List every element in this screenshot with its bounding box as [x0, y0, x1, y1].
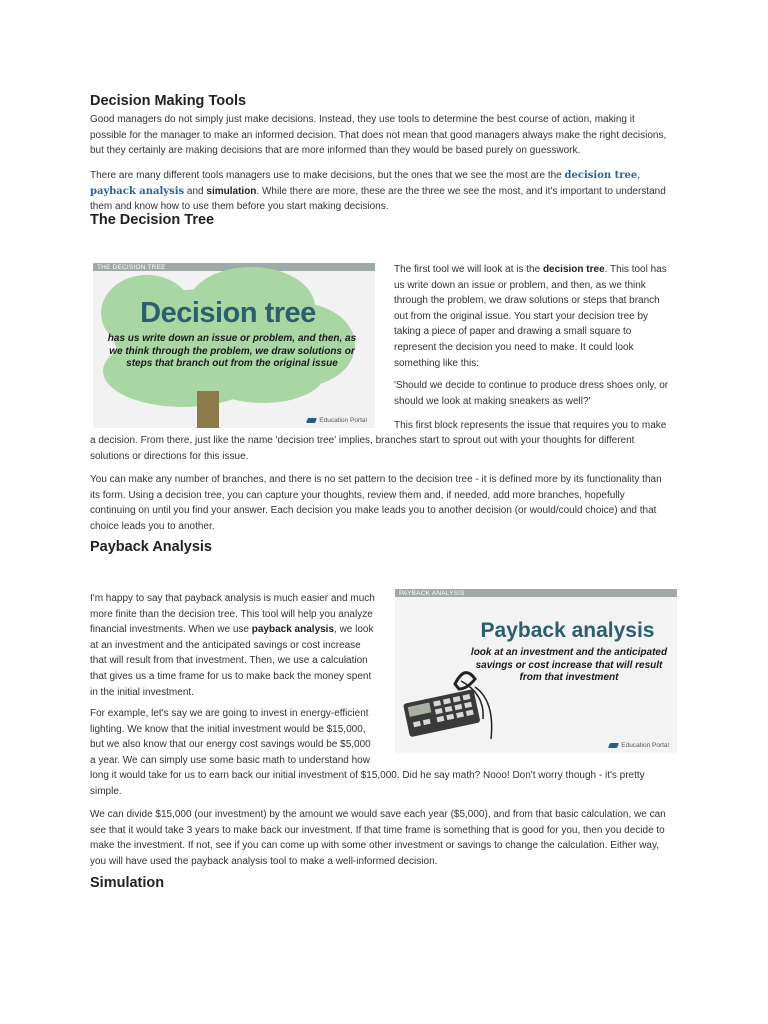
graduation-cap-icon [306, 418, 317, 423]
figure-subtitle: has us write down an issue or problem, and then, as we think through the problem, we draw solutions or steps that branch out from the original issue [107, 333, 357, 369]
heading-simulation: Simulation [90, 875, 165, 891]
heading-payback-analysis: Payback Analysis [90, 539, 212, 555]
heading-decision-making-tools: Decision Making Tools [90, 93, 247, 109]
figure-title: Decision tree [140, 297, 316, 329]
figure-title: Payback analysis [480, 619, 655, 642]
calculation-paragraph: We can divide $15,000 (our investment) by the amount we would save each year ($5,000), and from that basic calculation, we can see that it would take 3 years to make back our investment. If that time frame is something that is good for you, then you decide to make the investment. If not, see if you can come up with some other investment or savings to change the calculation. Either way, you will have used the payback analysis tool to make a well-informed decision. [90, 809, 666, 867]
intro-paragraph: Good managers do not simply just make decisions. Instead, they use tools to determine the best course of action, making it possible for the manager to make an informed decision. That does not mean that good managers always make the right decisions, but they certainly are making decisions that are more informed than they would be based purely on guesswork. [90, 114, 667, 157]
heading-decision-tree: The Decision Tree [90, 212, 215, 228]
payback-intro: I'm happy to say that payback analysis is much easier and much more finite than the decision tree. This tool will help you analyze financial investments. When we use payback analysis, we look at an investment and the anticipated savings or cost increase that will result from that investment. Then, we use a calculation that gives us a time frame for us to make back the money spent in the initial investment. [90, 593, 375, 698]
energy-example-top: For example, let's say we are going to invest in energy-efficient lighting. We know that the initial investment would be $15,000, but we also know that our energy cost savings would be $5,000 a year. We can simply use some basic math to understand how [90, 708, 371, 766]
decision-tree-quote: 'Should we decide to continue to produce dress shoes only, or should we look at making sneakers as well?' [394, 380, 669, 407]
graduation-cap-icon [608, 743, 619, 748]
simulation-bold: simulation [206, 185, 257, 197]
tools-text-b: . While there are more, these are the three we see the most, and it's important to understand them and know how to use them before you start making decisions. [90, 185, 666, 213]
first-block-line: This first block represents the issue that requires you to make [394, 420, 667, 431]
energy-example-rest: long it would take for us to earn back our initial investment of $15,000. Did he say math? Nooo! Don't worry though - it's pretty simple. [90, 770, 645, 797]
figure-subtitle: look at an investment and the anticipated savings or cost increase that will result from that investment [470, 647, 668, 683]
tools-text-a: There are many different tools managers use to make decisions, but the ones that we see the most are the [90, 170, 565, 181]
payback-analysis-link[interactable]: payback analysis [90, 185, 185, 197]
decision-tree-bold: decision tree [542, 264, 605, 275]
education-portal-logo: Education Portal [609, 742, 669, 749]
education-portal-logo: Education Portal [307, 417, 367, 424]
payback-analysis-figure [395, 589, 677, 753]
tools-sep: , [637, 170, 641, 181]
decision-tree-link[interactable]: decision tree [564, 170, 638, 181]
figure-tag: PAYBACK ANALYSIS [399, 590, 465, 597]
branches-paragraph: You can make any number of branches, and there is no set pattern to the decision tree - it is defined more by its functionality than its form. Using a decision tree, you can capture your thoughts, review them and, if needed, add more branches, hopefully continuing on until you find your answer. Each decision you make leads you to another decision (or would/could choice) and that choice leads you to another. [90, 474, 662, 532]
tools-paragraph [90, 168, 670, 215]
decision-tree-intro: The first tool we will look at is the decision tree. This tool has us write down an issue or problem, and then, as we think through the problem, we draw solutions or steps that branch out from the original issue. You start your decision tree by taking a piece of paper and drawing a small square to represent the decision you need to make. It could look something like this: [394, 264, 667, 369]
first-block-paragraph: a decision. From there, just like the name 'decision tree' implies, branches start to sprout out with your thoughts for different solutions or directions for this issue. [90, 435, 635, 462]
tools-and: and [184, 185, 207, 197]
figure-tag: THE DECISION TREE [97, 264, 166, 271]
payback-analysis-bold: payback analysis [251, 624, 335, 636]
decision-tree-figure [93, 263, 375, 428]
